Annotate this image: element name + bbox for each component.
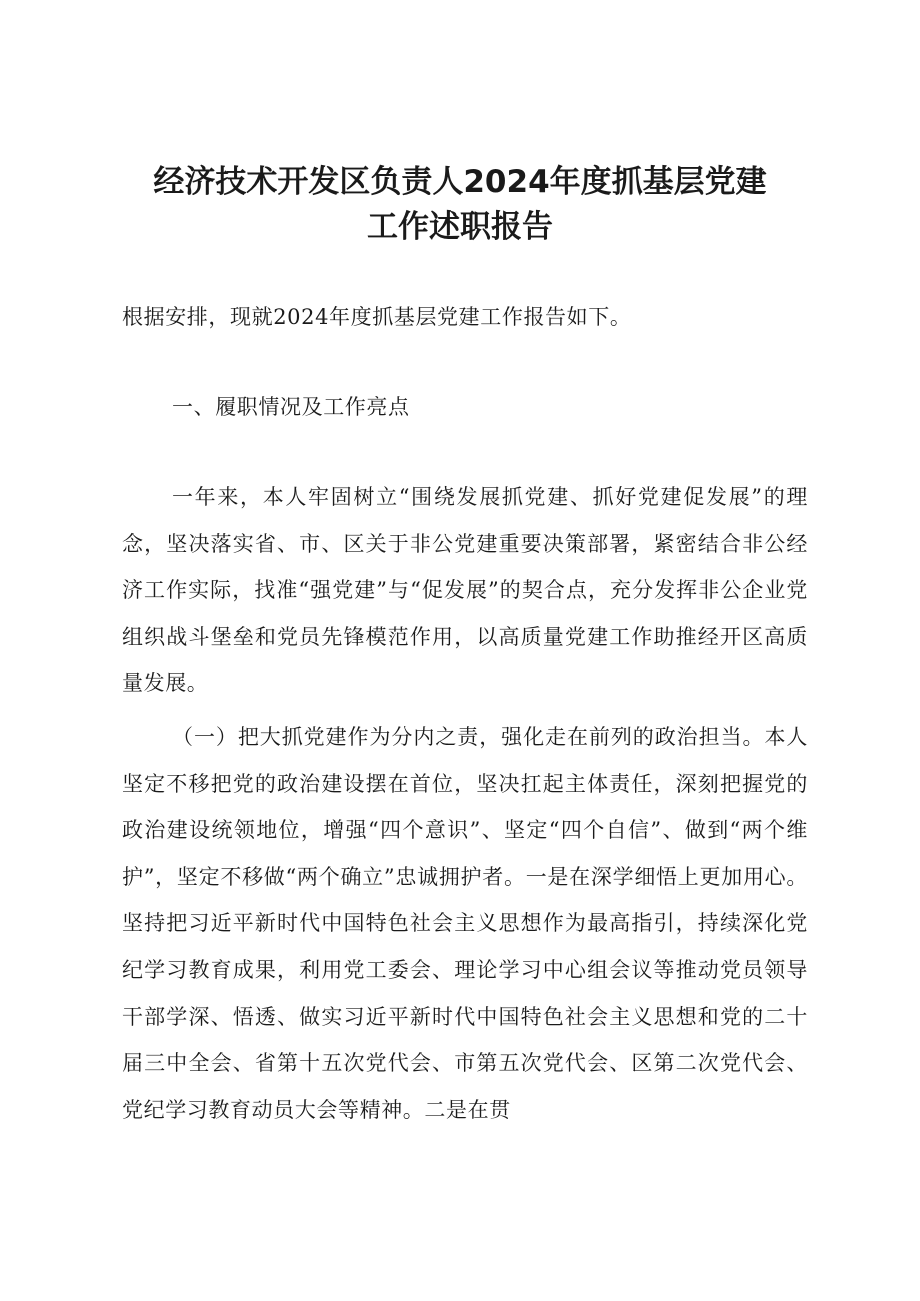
body-paragraph-1: 一年来，本人牢固树立“围绕发展抓党建、抓好党建促发展”的理念，坚决落实省、市、区关于非公党建重要决策部署，紧密结合非公经济工作实际，找准“强党建”与“促发展”的契合点，充分发挥非公企业党组织战斗堡垒和党员先锋模范作用，以高质量党建工作助推经开区高质量发展。 xyxy=(122,485,808,696)
document-title-line1: 经济技术开发区负责人2024年度抓基层党建 xyxy=(153,164,767,200)
section-heading-1: 一、履职情况及工作亮点 xyxy=(172,395,410,419)
intro-paragraph: 根据安排，现就2024年度抓基层党建工作报告如下。 xyxy=(122,305,632,329)
body-paragraph-2: （一）把大抓党建作为分内之责，强化走在前列的政治担当。本人坚定不移把党的政治建设摆在首位，坚决扛起主体责任，深刻把握党的政治建设统领地位，增强“四个意识”、坚定“四个自信”、做到“两个维护”，坚定不移做“两个确立”忠诚拥护者。一是在深学细悟上更加用心。坚持把习近平新时代中国特色社会主义思想作为最高指引，持续深化党纪学习教育成果，利用党工委会、理论学习中心组会议等推动党员领导干部学深、悟透、做实习近平新时代中国特色社会主义思想和党的二十届三中全会、省第十五次党代会、市第五次党代会、区第二次党代会、党纪学习教育动员大会等精神。二是在贯 xyxy=(122,725,808,1122)
document-title-line2: 工作述职报告 xyxy=(367,209,553,245)
